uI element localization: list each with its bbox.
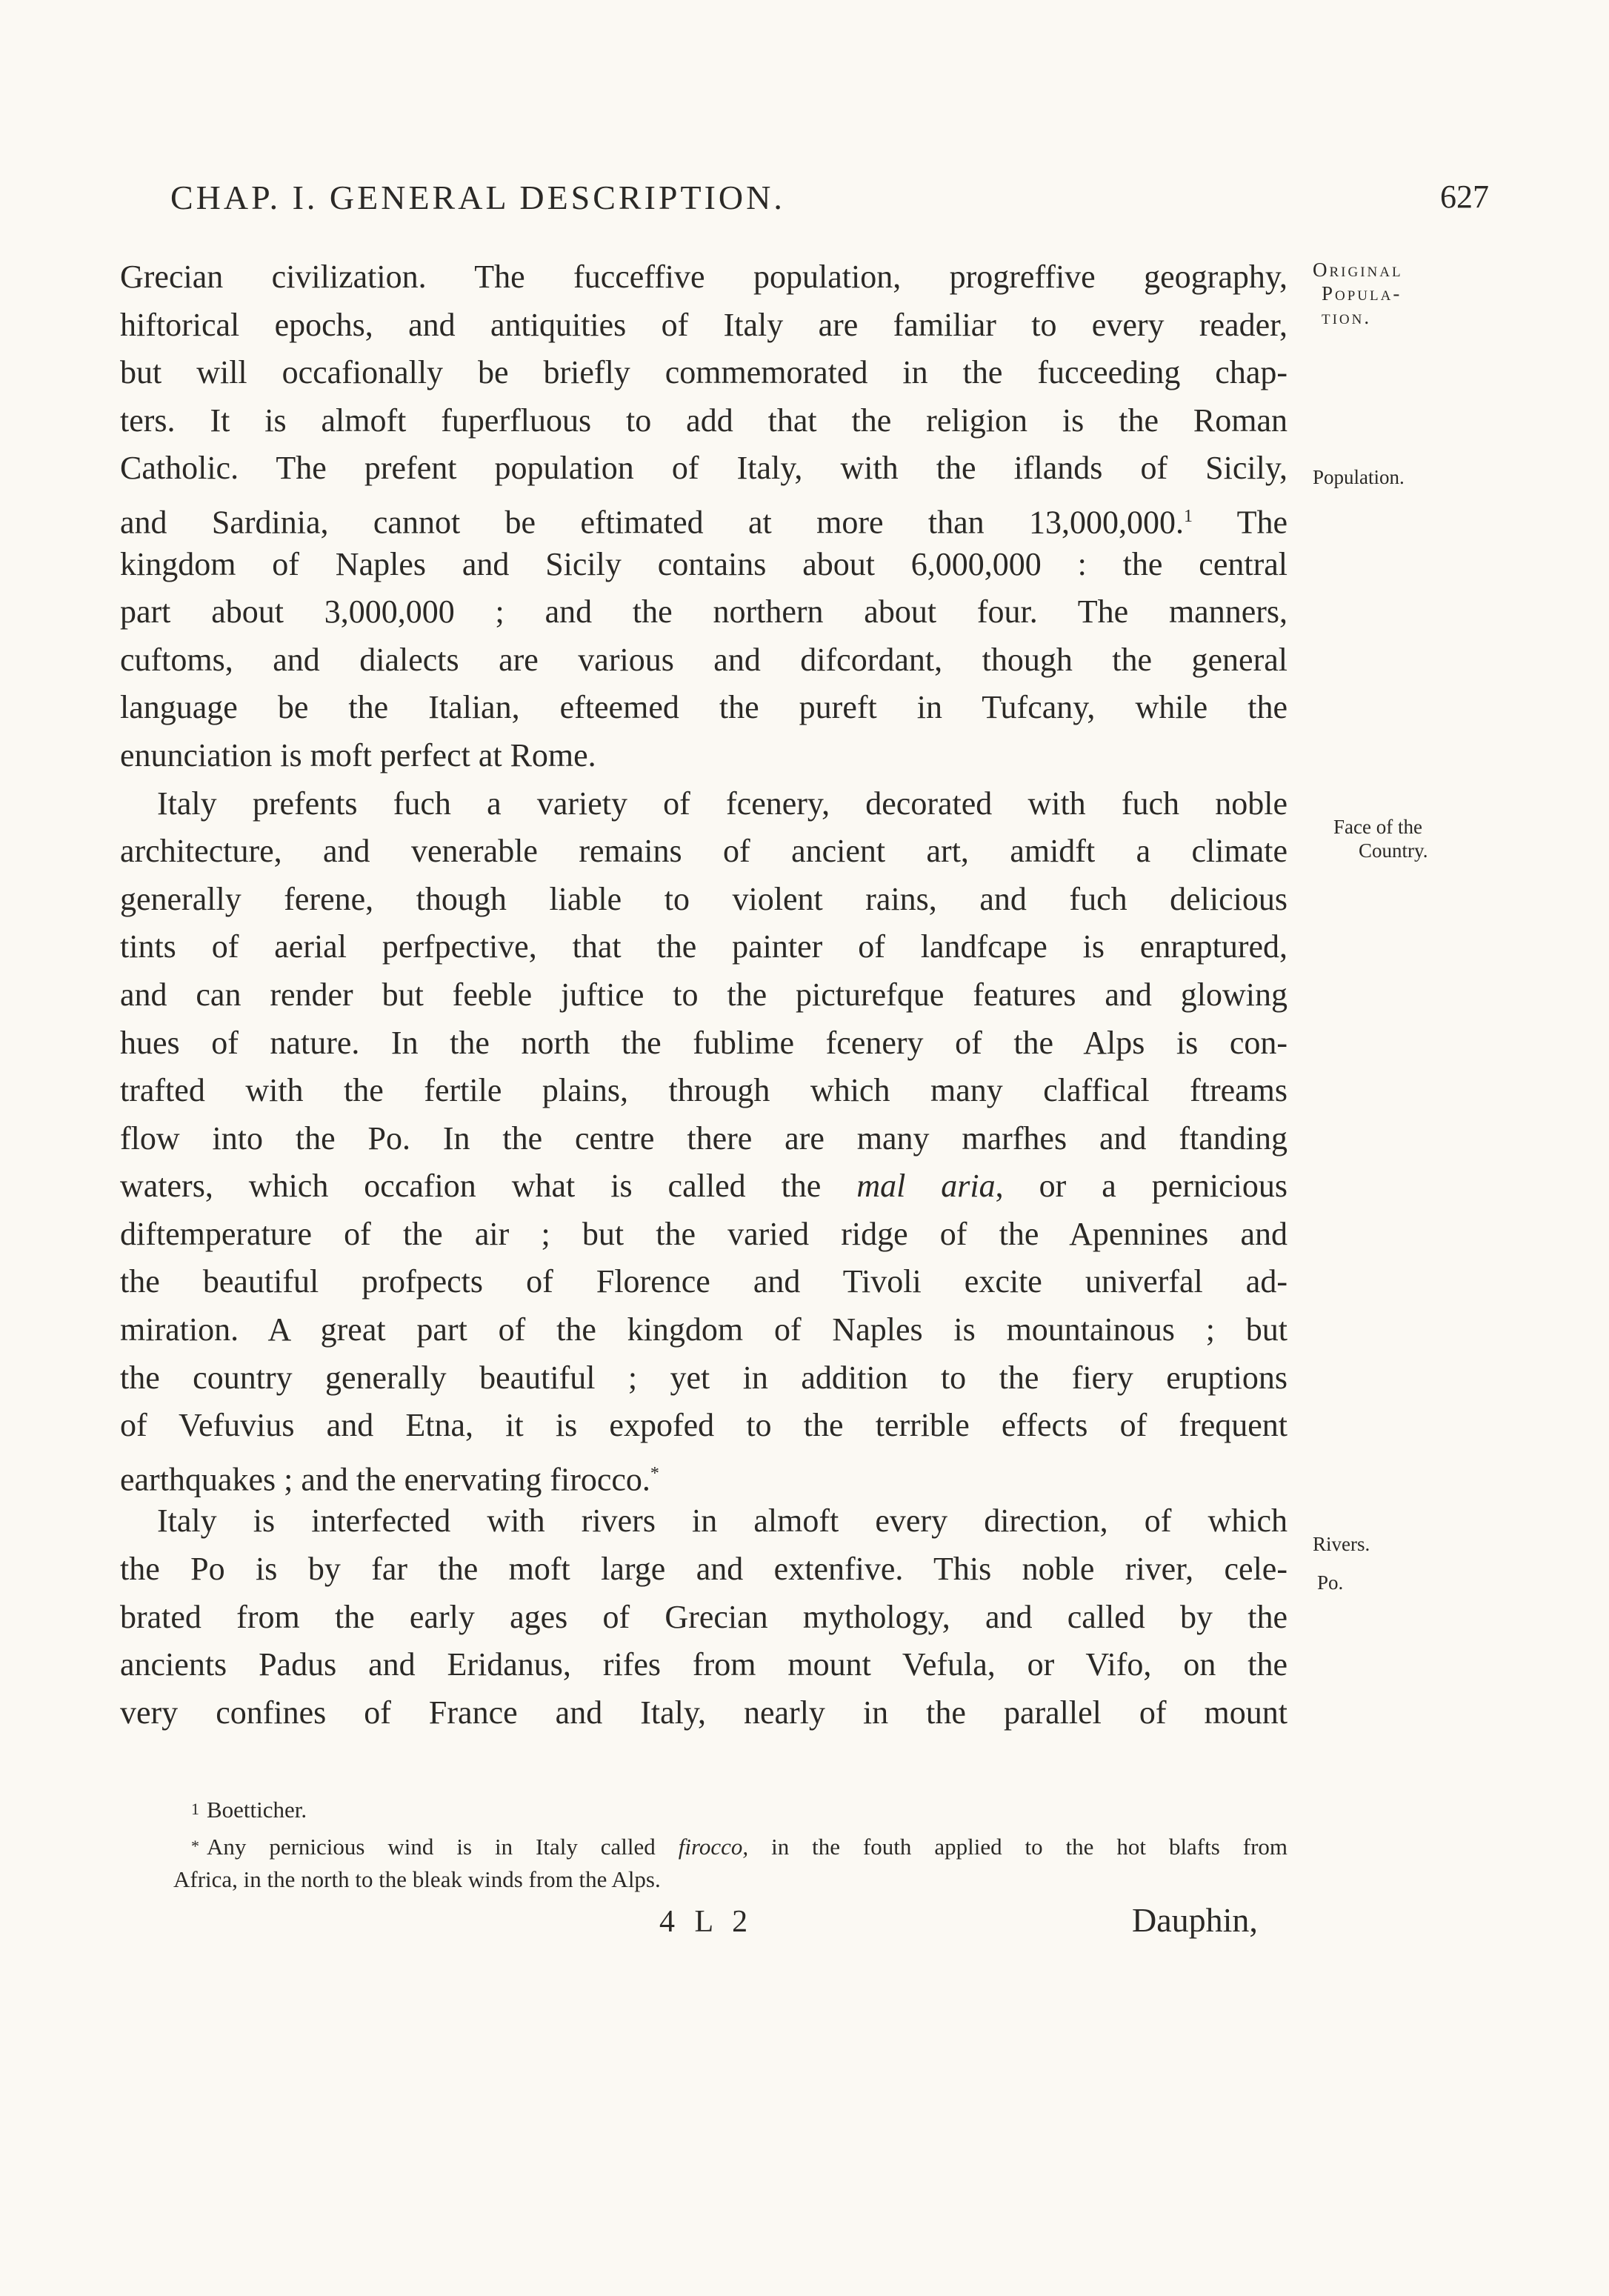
footnote-mark: * bbox=[191, 1837, 199, 1855]
text-line bbox=[120, 1450, 1287, 1498]
text-line: Grecian civilization. The fucceffive population, progreffive geography, bbox=[120, 259, 1287, 295]
text-line: Catholic. The prefent population of Italy, with the iflands of Sicily, bbox=[120, 450, 1287, 487]
text-segment: earthquakes ; and the enervating firocco. bbox=[120, 1461, 650, 1498]
text-line bbox=[120, 1162, 1287, 1211]
text-line: the beautiful profpects of Florence and Tivoli excite univerfal ad- bbox=[120, 1263, 1287, 1300]
text-line: cuftoms, and dialects are various and difcordant, though the general bbox=[120, 641, 1287, 678]
text-segment: and Sardinia, cannot be eftimated at more than 13,000,000. bbox=[120, 504, 1184, 541]
footnote-1 bbox=[191, 1794, 1287, 1827]
footnotes bbox=[173, 1794, 1288, 1894]
text-line: but will occafionally be briefly commemorated in the fucceeding chap- bbox=[120, 354, 1287, 391]
text-line: of Vefuvius and Etna, it is expofed to the terrible effects of frequent bbox=[120, 1407, 1287, 1444]
body-text bbox=[120, 253, 1287, 1737]
footnote-text: Africa, in the north to the bleak winds from the Alps. bbox=[173, 1866, 661, 1892]
text-line: ters. It is almoft fuperfluous to add that the religion is the Roman bbox=[120, 402, 1287, 439]
sidenote-face-of-country bbox=[1333, 815, 1511, 862]
sidenote-line: Rivers. bbox=[1313, 1533, 1370, 1555]
running-title: CHAP. I. GENERAL DESCRIPTION. bbox=[170, 179, 785, 216]
catchword: Dauphin, bbox=[1132, 1901, 1258, 1939]
text-line: generally ferene, though liable to violent rains, and fuch delicious bbox=[120, 880, 1287, 917]
text-line: very confines of France and Italy, nearly in the parallel of mount bbox=[120, 1694, 1287, 1731]
sidenote-po bbox=[1317, 1571, 1495, 1594]
sidenote-line: Po. bbox=[1317, 1571, 1344, 1594]
text-line: language be the Italian, efteemed the pureft in Tufcany, while the bbox=[120, 689, 1287, 726]
paragraph-start-line: Italy is interfected with rivers in almoft every direction, of which bbox=[157, 1503, 1287, 1540]
text-line: kingdom of Naples and Sicily contains about 6,000,000 : the central bbox=[120, 545, 1287, 582]
page-header bbox=[170, 178, 1489, 222]
italic-term: firocco, bbox=[678, 1834, 749, 1860]
footnote-mark: 1 bbox=[191, 1800, 199, 1818]
text-line: tints of aerial perfpective, that the painter of landfcape is enraptured, bbox=[120, 928, 1287, 965]
footnote-text: Any pernicious wind is in Italy called bbox=[207, 1834, 656, 1860]
sidenote-rivers bbox=[1313, 1532, 1490, 1556]
text-line: the country generally beautiful ; yet in addition to the fiery eruptions bbox=[120, 1359, 1287, 1396]
text-line: diftemperature of the air ; but the varied ridge of the Apennines and bbox=[120, 1215, 1287, 1252]
sidenote-line: tion. bbox=[1322, 306, 1372, 328]
sidenote-line: Population. bbox=[1313, 466, 1405, 488]
text-line: and can render but feeble juftice to the picturefque features and glowing bbox=[120, 976, 1287, 1013]
sidenote-line: Popula- bbox=[1322, 282, 1402, 305]
text-segment: waters, which occafion what is called the bbox=[120, 1168, 822, 1205]
text-line: flow into the Po. In the centre there are many marfhes and ftanding bbox=[120, 1119, 1287, 1157]
footnote-ref: * bbox=[650, 1463, 659, 1483]
sidenote-population bbox=[1313, 465, 1490, 489]
text-line: hues of nature. In the north the fublime fcenery of the Alps is con- bbox=[120, 1024, 1287, 1061]
text-line: ancients Padus and Eridanus, rifes from mount Vefula, or Vifo, on the bbox=[120, 1646, 1287, 1683]
footnote-text: Boetticher. bbox=[207, 1797, 307, 1823]
text-segment: , or a pernicious bbox=[995, 1168, 1288, 1205]
text-line: trafted with the fertile plains, through which many claffical ftreams bbox=[120, 1072, 1287, 1109]
sidenote-original-population bbox=[1313, 258, 1490, 329]
sidenote-line: Face of the bbox=[1333, 816, 1422, 838]
sidenote-line: Original bbox=[1313, 259, 1403, 281]
footnote-text: in the fouth applied to the hot blafts from bbox=[771, 1834, 1288, 1860]
text-line: miration. A great part of the kingdom of Naples is mountainous ; but bbox=[120, 1311, 1287, 1348]
paragraph-start-line: Italy prefents fuch a variety of fcenery, decorated with fuch noble bbox=[157, 785, 1287, 822]
text-line: brated from the early ages of Grecian mythology, and called by the bbox=[120, 1598, 1287, 1635]
text-line: architecture, and venerable remains of ancient art, amidft a climate bbox=[120, 833, 1287, 870]
signature-mark: 4 L 2 bbox=[659, 1905, 754, 1939]
text-segment: The bbox=[1236, 504, 1287, 541]
page-number: 627 bbox=[1440, 179, 1489, 215]
italic-term: mal aria bbox=[856, 1168, 996, 1205]
text-line: part about 3,000,000 ; and the northern about four. The manners, bbox=[120, 593, 1287, 630]
text-line bbox=[120, 493, 1287, 541]
text-line: enunciation is moft perfect at Rome. bbox=[120, 736, 596, 773]
text-line: hiftorical epochs, and antiquities of Italy are familiar to every reader, bbox=[120, 306, 1287, 343]
footnote-2 bbox=[173, 1831, 1288, 1894]
footnote-ref: 1 bbox=[1184, 506, 1193, 526]
sidenote-line: Country. bbox=[1359, 839, 1428, 862]
text-line: the Po is by far the moft large and extenfive. This noble river, cele- bbox=[120, 1551, 1287, 1588]
